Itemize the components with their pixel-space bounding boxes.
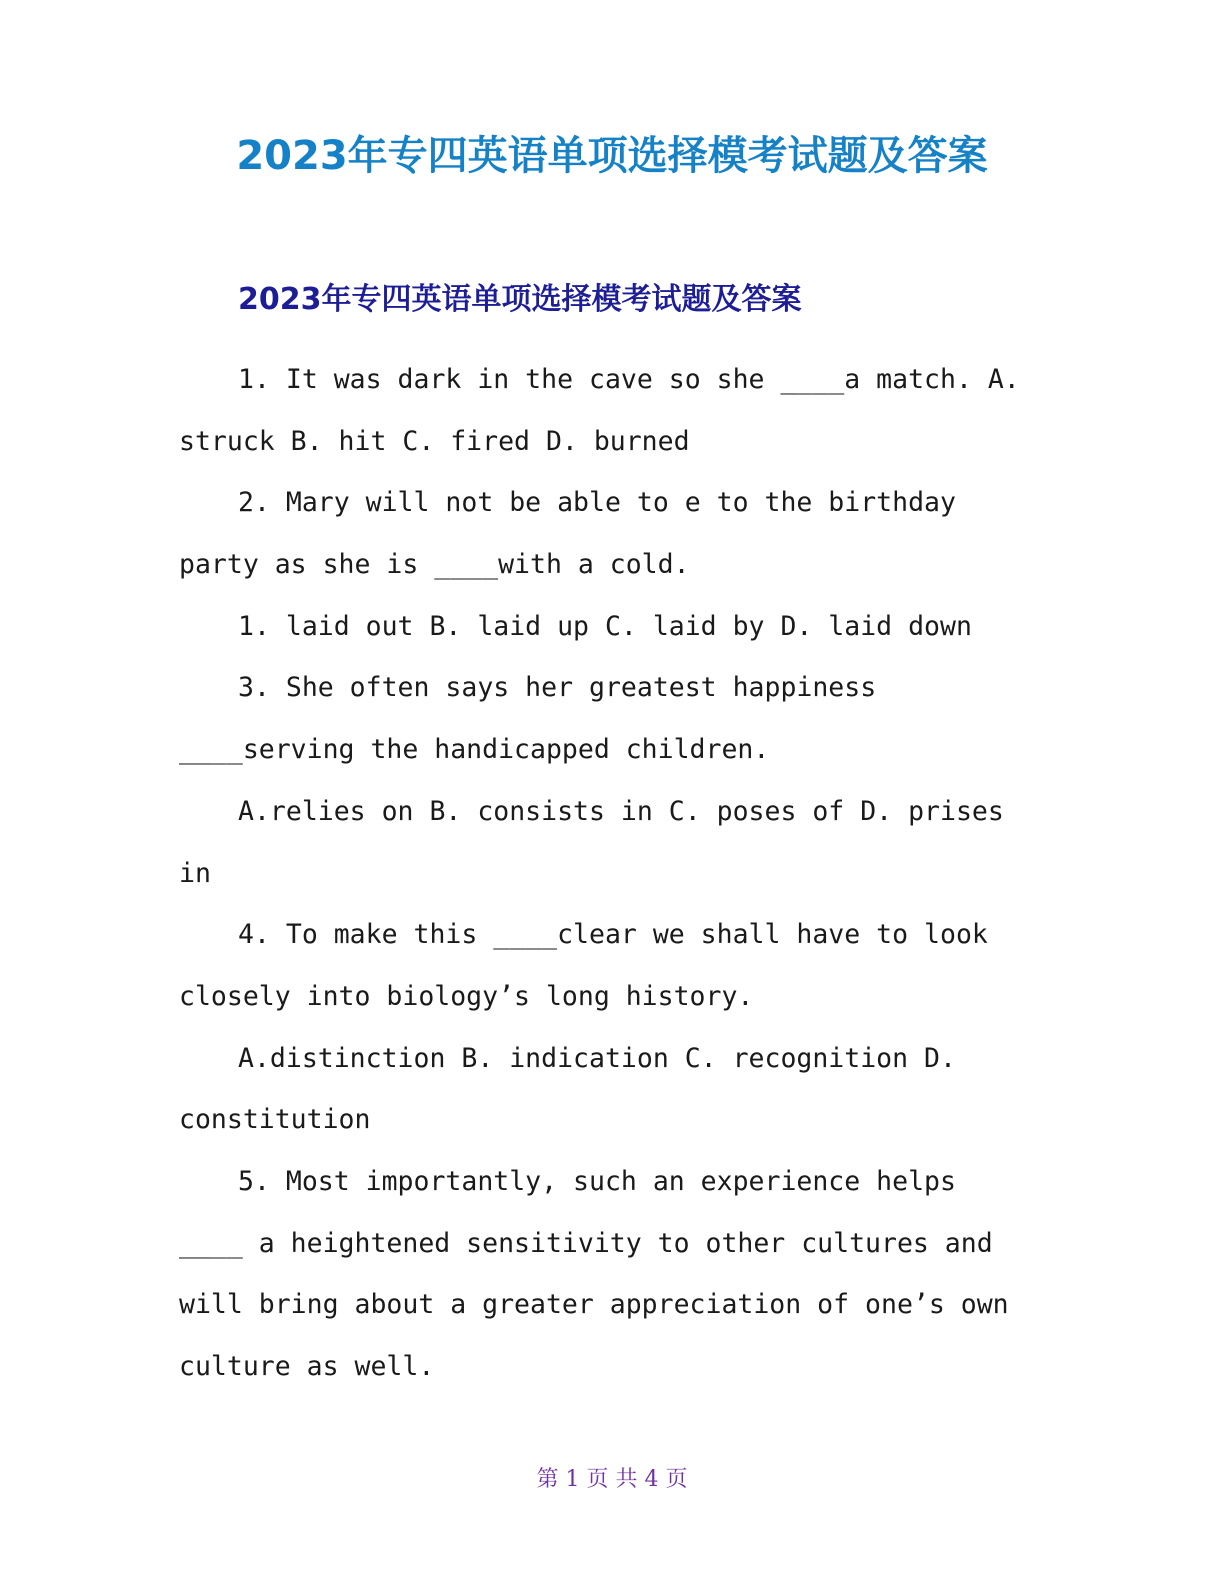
section-heading: 2023年专四英语单项选择模考试题及答案 — [238, 282, 802, 317]
text-line: A.distinction B. indication C. recognition D. — [238, 1042, 956, 1074]
text-line: ____ a heightened sensitivity to other cultures and — [179, 1227, 993, 1259]
text-line: 1. laid out B. laid up C. laid by D. laid down — [238, 610, 972, 642]
document-title: 2023年专四英语单项选择模考试题及答案 — [236, 133, 988, 179]
text-line: 3. She often says her greatest happiness — [238, 672, 877, 704]
text-line: 4. To make this ____clear we shall have to look — [238, 919, 988, 951]
text-line: culture as well. — [179, 1351, 435, 1382]
text-line: 2. Mary will not be able to e to the birthday — [238, 487, 956, 519]
question-body — [179, 349, 1039, 1398]
text-line: in — [179, 857, 211, 889]
text-line: 1. It was dark in the cave so she ____a match. A. — [238, 364, 1020, 395]
text-line: will bring about a greater appreciation of one’s own — [179, 1289, 1009, 1321]
text-line: A.relies on B. consists in C. poses of D. prises — [238, 795, 1004, 827]
text-line: ____serving the handicapped children. — [179, 734, 770, 766]
text-line: constitution — [179, 1104, 371, 1136]
text-line: 5. Most importantly, such an experience helps — [238, 1165, 956, 1197]
text-line: struck B. hit C. fired D. burned — [179, 425, 690, 457]
text-line: closely into biology’s long history. — [179, 980, 754, 1012]
page-number-footer: 第 1 页 共 4 页 — [536, 1467, 688, 1492]
text-line: party as she is ____with a cold. — [179, 549, 690, 581]
